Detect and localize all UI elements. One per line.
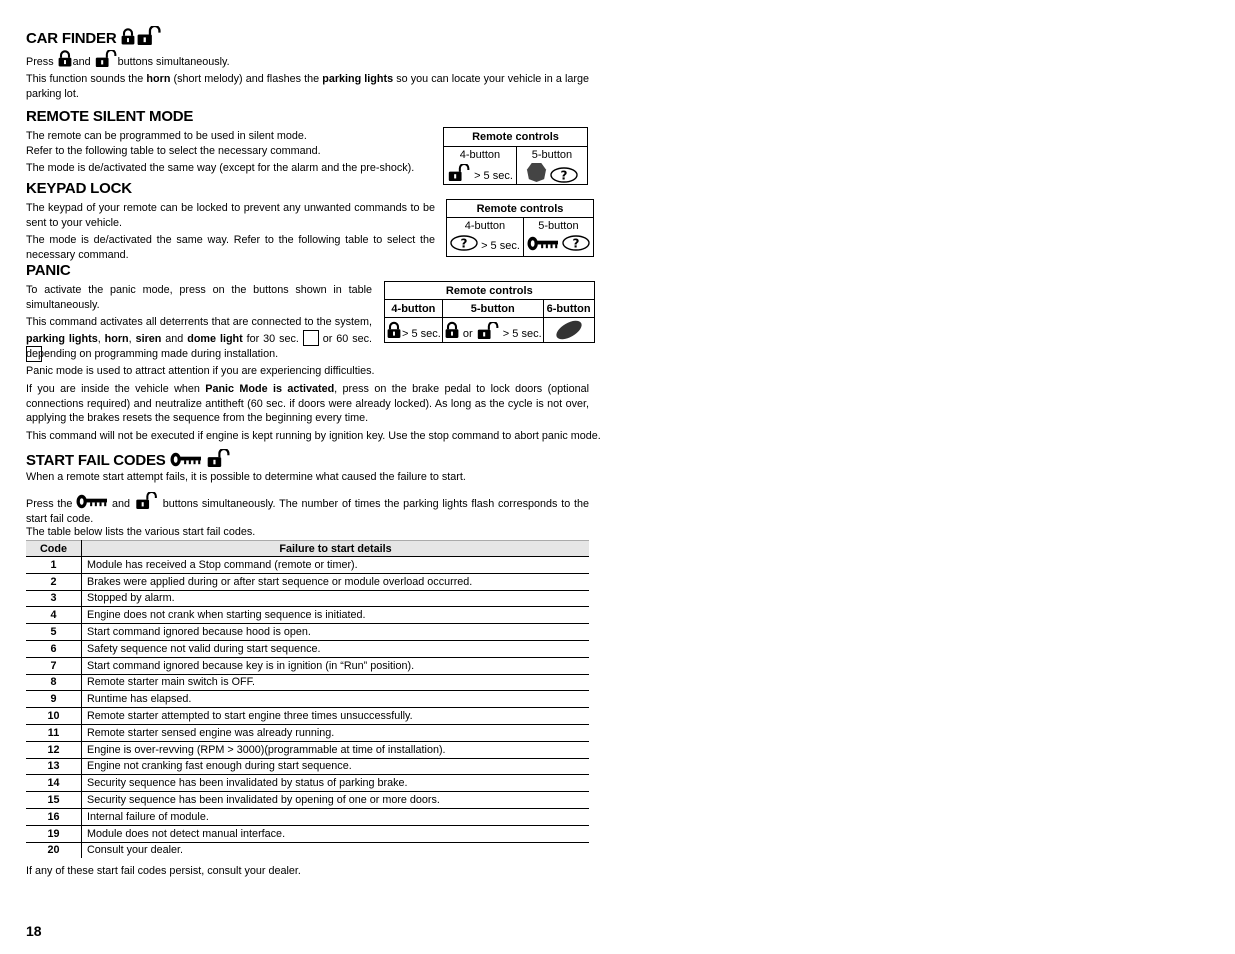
- detail-cell: Module has received a Stop command (remote or timer).: [82, 557, 590, 574]
- detail-cell: Security sequence has been invalidated by opening of one or more doors.: [82, 792, 590, 809]
- silent-mode-heading: REMOTE SILENT MODE: [26, 108, 194, 125]
- keypad-lock-heading: KEYPAD LOCK: [26, 180, 132, 197]
- start-fail-para-2: Press the and buttons simultaneously. The number of times the parking lights flash corresponds to the start fail code.: [26, 492, 589, 526]
- silent-line-3: The mode is de/activated the same way (except for the alarm and the pre-shock).: [26, 162, 415, 174]
- hold-duration: > 5 sec.: [402, 327, 441, 340]
- code-cell: 5: [26, 624, 82, 641]
- detail-cell: Consult your dealer.: [87, 844, 184, 857]
- table-row: [26, 691, 589, 708]
- detail-cell: Start command ignored because key is in ignition (in “Run” position).: [82, 657, 590, 674]
- panic-para-3: Panic mode is used to attract attention if you are experiencing difficulties.: [26, 365, 375, 377]
- detail-cell: Engine does not crank when starting sequence is initiated.: [82, 607, 590, 624]
- code-cell: 12: [26, 741, 82, 758]
- column-header-code: Code: [26, 541, 82, 557]
- code-cell: 8: [26, 674, 82, 691]
- col-5-button: 5-button: [442, 300, 543, 318]
- col-5-button: 5-button: [531, 149, 573, 161]
- question-button-icon: [450, 235, 478, 251]
- code-cell: 1: [26, 557, 82, 574]
- keypad-para-1: The keypad of your remote can be locked to prevent any unwanted commands to be sent to your vehicle.: [26, 202, 435, 229]
- lock-icon: [57, 50, 73, 67]
- table-row: [26, 775, 589, 792]
- start-fail-para-3: The table below lists the various start fail codes.: [26, 526, 256, 538]
- panic-remote-table: Remote controls 4-button 5-button 6-button > 5 sec. or > 5 sec.: [384, 281, 595, 343]
- detail-cell: Remote starter main switch is OFF.: [82, 674, 590, 691]
- detail-cell: Stopped by alarm.: [82, 590, 590, 607]
- code-cell: 14: [26, 775, 82, 792]
- car-finder-press-line: Press and buttons simultaneously.: [26, 50, 230, 70]
- detail-cell: Remote starter sensed engine was already running.: [82, 724, 590, 741]
- detail-cell: Start command ignored because hood is open.: [82, 624, 590, 641]
- code-cell: 9: [26, 691, 82, 708]
- col-4-button: 4-button: [464, 220, 506, 232]
- key-icon: [170, 452, 202, 467]
- detail-cell: Module does not detect manual interface.: [82, 825, 590, 842]
- code-cell: 20: [26, 842, 82, 858]
- detail-cell: Brakes were applied during or after start sequence or module overload occurred.: [82, 573, 590, 590]
- code-cell: 2: [26, 573, 82, 590]
- code-cell: 16: [26, 808, 82, 825]
- keypad-remote-table: [446, 199, 594, 257]
- lock-icon: [444, 321, 460, 339]
- car-finder-description: This function sounds the horn (short melody) and flashes the parking lights so you can locate your vehicle in a large parking lot.: [26, 73, 590, 100]
- hold-duration: > 5 sec.: [481, 240, 520, 252]
- table-row: [26, 607, 589, 624]
- unlock-icon: [476, 322, 500, 339]
- detail-cell: Internal failure of module.: [82, 808, 590, 825]
- table-header: Remote controls: [444, 128, 588, 147]
- table-row: [26, 808, 589, 825]
- hold-duration: > 5 sec.: [502, 327, 542, 340]
- detail-cell: Runtime has elapsed.: [82, 691, 590, 708]
- unlock-icon: [136, 26, 162, 45]
- code-cell: 7: [26, 657, 82, 674]
- detail-cell: Engine not cranking fast enough during start sequence.: [82, 758, 590, 775]
- table-row: [26, 624, 589, 641]
- table-row: [26, 557, 589, 574]
- col-4-button: 4-button: [385, 300, 443, 318]
- table-row: [26, 792, 589, 809]
- table-row: [26, 590, 589, 607]
- start-fail-heading: START FAIL CODES: [26, 449, 231, 469]
- start-fail-para-1: When a remote start attempt fails, it is possible to determine what caused the failure to start.: [26, 471, 466, 483]
- hold-duration: > 5 sec.: [474, 170, 513, 182]
- start-fail-codes-table: [26, 540, 589, 858]
- table-row: [26, 640, 589, 657]
- col-6-button: 6-button: [543, 300, 594, 318]
- detail-cell: Remote starter attempted to start engine three times unsuccessfully.: [82, 708, 590, 725]
- code-cell: 6: [26, 640, 82, 657]
- col-5-button: 5-button: [538, 220, 579, 232]
- table-header: Remote controls: [447, 200, 594, 218]
- col-4-button: 4-button: [459, 149, 501, 161]
- detail-cell: Security sequence has been invalidated by status of parking brake.: [82, 775, 590, 792]
- table-row: [26, 674, 589, 691]
- table-row: [26, 758, 589, 775]
- unlock-icon: [447, 164, 471, 181]
- code-cell: 3: [26, 590, 82, 607]
- detail-cell: Engine is over-revving (RPM > 3000)(programmable at time of installation).: [82, 741, 590, 758]
- code-cell: 10: [26, 708, 82, 725]
- code-cell: 19: [26, 825, 82, 842]
- hexagon-button-icon: [526, 162, 547, 183]
- code-cell: 15: [26, 792, 82, 809]
- table-row: [26, 573, 589, 590]
- silent-line-1: The remote can be programmed to be used in silent mode.: [26, 130, 307, 142]
- question-button-icon: [550, 167, 578, 183]
- question-button-icon: [562, 235, 590, 251]
- blank-box: [303, 330, 319, 346]
- code-cell: 11: [26, 724, 82, 741]
- panic-para-2: This command activates all deterrents that are connected to the system, parking lights, horn, siren and dome light for 30 sec. or 60 sec.: [26, 315, 372, 363]
- start-fail-footer: If any of these start fail codes persist, consult your dealer.: [26, 865, 301, 877]
- panic-para-1: To activate the panic mode, press on the buttons shown in table simultaneously.: [26, 284, 372, 311]
- page-number: 18: [26, 923, 42, 939]
- oval-button-icon: [554, 319, 584, 341]
- code-cell: 4: [26, 607, 82, 624]
- panic-heading: PANIC: [26, 262, 71, 279]
- table-row: [26, 741, 589, 758]
- key-icon: [76, 494, 108, 509]
- panic-para-5: This command will not be executed if engine is kept running by ignition key. Use the stop command to abort panic mode.: [26, 430, 601, 442]
- lock-icon: [120, 28, 136, 45]
- table-row: [26, 842, 589, 858]
- table-row: [26, 708, 589, 725]
- table-row: [26, 825, 589, 842]
- detail-cell: Safety sequence not valid during start sequence.: [82, 640, 590, 657]
- panic-para-4: If you are inside the vehicle when Panic Mode is activated, press on the brake pedal to lock doors (optional connections required) and neutralize antitheft (60 sec. if doors were already locked). As long as the cycle is not over, applying the brakes resets the sequence from the beginning every time.: [26, 383, 589, 424]
- lock-icon: [386, 321, 402, 339]
- keypad-para-2: The mode is de/activated the same way. Refer to the following table to select the necessary command.: [26, 234, 435, 261]
- silent-line-2: Refer to the following table to select the necessary command.: [26, 145, 321, 157]
- code-cell: 13: [26, 758, 82, 775]
- unlock-icon: [206, 449, 231, 467]
- key-icon: [527, 236, 559, 251]
- unlock-icon: [94, 50, 118, 67]
- unlock-icon: [134, 492, 159, 509]
- table-row: [26, 657, 589, 674]
- panic-para-2-cont: depending on programming made during installation.: [26, 348, 279, 360]
- table-row: [26, 724, 589, 741]
- silent-remote-table: [443, 127, 588, 185]
- column-header-details: Failure to start details: [82, 541, 590, 557]
- car-finder-heading: CAR FINDER: [26, 26, 162, 47]
- table-header: Remote controls: [385, 282, 595, 300]
